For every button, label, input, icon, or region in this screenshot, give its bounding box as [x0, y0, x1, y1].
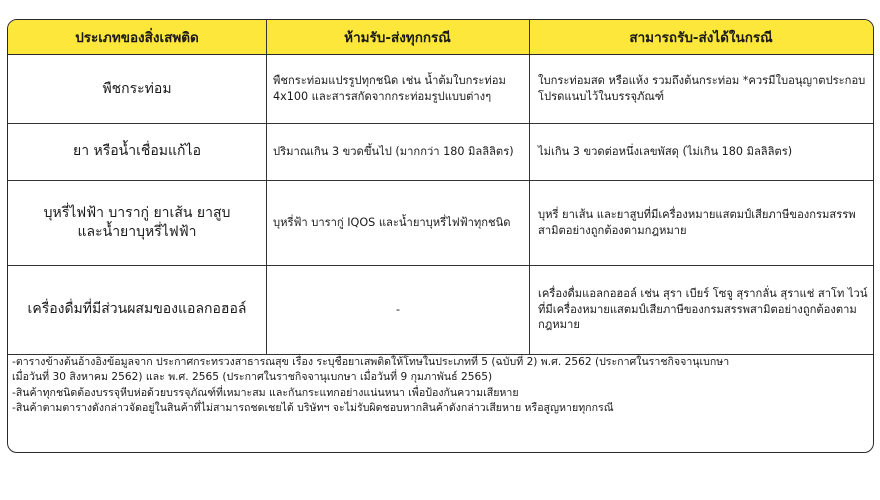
category-kratom: พืชกระท่อม: [102, 80, 172, 97]
category-alcohol: เครื่องดื่มที่มีส่วนผสมของแอลกอฮอล์: [27, 301, 247, 318]
allowed-cough-syrup: ไม่เกิน 3 ขวดต่อหนึ่งเลขพัสดุ (ไม่เกิน 180 มิลลิลิตร): [538, 144, 793, 158]
footnote-line: เมื่อวันที่ 30 สิงหาคม 2562) และ พ.ศ. 2565 (ประกาศในราชกิจจานุเบกษา เมื่อวันที่ 9 กุมภาพันธ์ 2565): [12, 371, 493, 384]
column-divider: [529, 20, 530, 354]
allowed-kratom: ใบกระท่อมสด หรือแห้ง รวมถึงต้นกระท่อม *ควรมีใบอนุญาตประกอบ โปรดแนบไว้ในบรรจุภัณฑ์: [538, 74, 866, 103]
column-divider: [266, 20, 267, 354]
prohibited-kratom: พืชกระท่อมแปรรูปทุกชนิด เช่น น้ำต้มใบกระท่อม 4x100 และสารสกัดจากกระท่อมรูปแบบต่างๆ: [273, 74, 506, 103]
prohibited-alcohol: -: [395, 302, 401, 316]
footnote-line: -สินค้าทุกชนิดต้องบรรจุหีบห่อด้วยบรรจุภัณฑ์ที่เหมาะสม และกันกระแทกอย่างแน่นหนา เพื่อป้องกันความเสียหาย: [12, 386, 519, 399]
footnotes: [12, 355, 857, 416]
prohibited-tobacco: บุหรี่ฟ้า บารากู่ IQOS และน้ำยาบุหรี่ไฟฟ้าทุกชนิด: [273, 215, 511, 229]
footnote-line: -สินค้าตามตารางดังกล่าวจัดอยู่ในสินค้าที่ไม่สามารถชดเชยได้ บริษัทฯ จะไม่รับผิดชอบหากสินค้าดังกล่าวเสียหาย หรือสูญหายทุกกรณี: [12, 402, 614, 415]
category-tobacco: บุหรี่ไฟฟ้า บารากู่ ยาเส้น ยาสูบและน้ำยาบุหรี่ไฟฟ้า: [43, 204, 231, 240]
header-category: ประเภทของสิ่งเสพติด: [75, 30, 199, 46]
table-header: [8, 20, 873, 55]
header-allowed: สามารถรับ-ส่งได้ในกรณี: [629, 30, 773, 46]
header-prohibited: ห้ามรับ-ส่งทุกกรณี: [344, 30, 451, 46]
prohibited-cough-syrup: ปริมาณเกิน 3 ขวดขึ้นไป (มากกว่า 180 มิลลิลิตร): [273, 144, 514, 158]
allowed-tobacco: บุหรี่ ยาเส้น และยาสูบที่มีเครื่องหมายแสตมป์เสียภาษีของกรมสรรพสามิตอย่างถูกต้องตามกฎหมาย: [538, 207, 856, 237]
allowed-alcohol: เครื่องดื่มแอลกอฮอล์ เช่น สุรา เบียร์ โซจู สุรากลั่น สุราแช่ สาโท ไวน์ ที่มีเครื่องหมายแสตมป์เสียภาษีของกรมสรรพสามิตอย่างถูกต้องตามกฎหมาย: [538, 286, 868, 332]
footnote-line: -ตารางข้างต้นอ้างอิงข้อมูลจาก ประกาศกระทรวงสาธารณสุข เรื่อง ระบุชื่อยาเสพติดให้โทษในประเภทที่ 5 (ฉบับที่ 2) พ.ศ. 2562 (ประกาศในราชกิจจานุเบกษา: [12, 356, 730, 368]
category-cough-syrup: ยา หรือน้ำเชื่อมแก้ไอ: [73, 143, 201, 160]
